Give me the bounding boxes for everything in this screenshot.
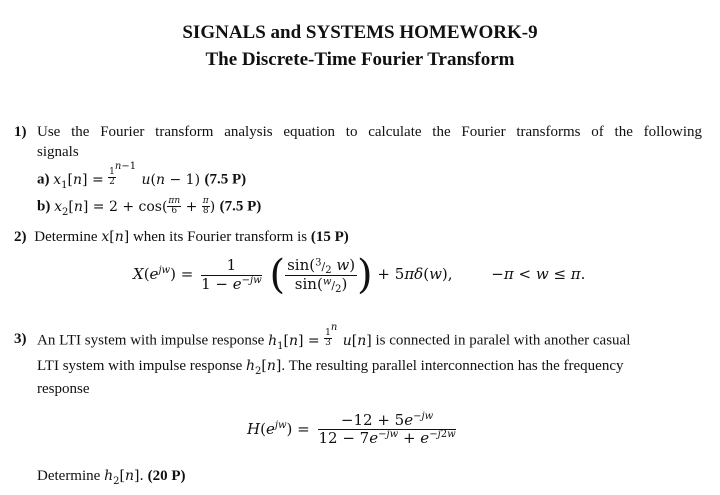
question-3-text-line-1: An LTI system with impulse response $h_1[n]$ = $\frac{1}{3}$ $^n$ u[n] is connected in paralel with another casual <box>37 321 631 352</box>
title-line-2: The Discrete-Time Fourier Transform <box>205 49 515 70</box>
question-1a-points: (7.5 P) <box>204 171 247 188</box>
question-1b-points: (7.5 P) <box>219 198 262 215</box>
question-3-number: 3) <box>14 331 27 347</box>
question-3-final-line: Determine $h_2[n]$. (20 P) <box>37 468 186 487</box>
question-2-text-before: Determine <box>34 229 98 245</box>
question-3-text-line-2: LTI system with impulse response $h_2[n]$. The resulting parallel interconnection has the frequency <box>37 358 624 377</box>
question-1b-label: b) <box>37 198 51 215</box>
question-2-number: 2) <box>14 229 27 245</box>
question-1-text-line-1: Use the Fourier transform analysis equation to calculate the Fourier transforms of the following <box>37 124 702 140</box>
equation-1a: $x_1[n]$ = $\frac{1}{2}$ $^{n-1}$ u(n − 1) <box>53 160 205 191</box>
equation-1b: $x_2[n] = 2 + \cos$( $\frac{\pi n}{6}$ + $\frac{\pi}{8}$ ) <box>54 196 220 218</box>
question-3 <box>14 331 27 348</box>
equation-3: $H(e^{jw})$ = $\frac{-12 + 5e^{-jw}}{12 - 7e^{-jw} + e^{-j2w}}$ <box>247 411 456 448</box>
question-1-number: 1) <box>14 124 27 140</box>
question-1-text-line-2: signals <box>37 144 79 160</box>
question-3-text-line-3: response <box>37 381 90 397</box>
question-3-final-points: (20 P) <box>147 468 186 484</box>
title-line-1: SIGNALS and SYSTEMS HOMEWORK-9 <box>182 22 538 43</box>
equation-2: $X(e^{jw})$ = $\frac{1}{1 - e^{-jw}}$ ( $\frac{\sin(^3/_2 w)}{\sin(^w/_2)}$ ) + 5πδ(w), −π < w ≤ π. <box>133 252 586 298</box>
question-3-final-before: Determine <box>37 468 101 484</box>
question-2-points: (15 P) <box>310 229 349 245</box>
question-1b <box>37 197 261 216</box>
question-2: 2) Determine x[n] when its Fourier transform is (15 P) <box>14 229 349 245</box>
question-2-text-after: when its Fourier transform is <box>132 229 308 245</box>
question-1a-label: a) <box>37 171 50 188</box>
question-1 <box>14 124 27 141</box>
question-1a <box>37 160 247 191</box>
